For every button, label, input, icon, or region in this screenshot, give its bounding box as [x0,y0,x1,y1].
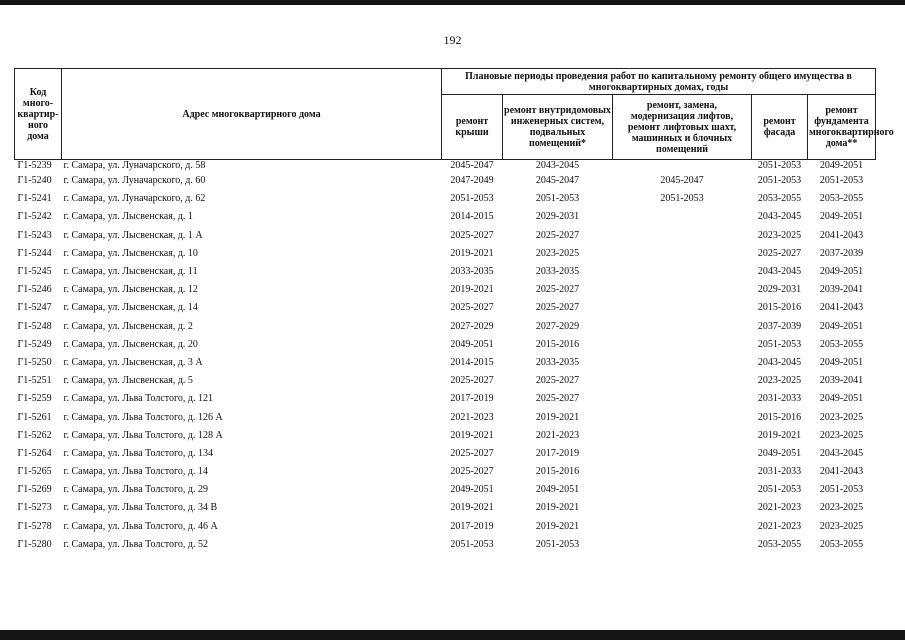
cell-code: Г1-5246 [17,284,52,296]
table-row [15,160,876,173]
cell-roof: 2025-2027 [450,375,494,387]
cell-systems: 2025-2027 [535,302,580,314]
cell-foundation: 2049-2051 [819,266,864,278]
cell-foundation: 2053-2055 [819,193,864,205]
cell-facade: 2019-2021 [757,429,802,441]
cell-foundation: 2049-2051 [819,393,864,405]
header-address: Адрес многоквартирного дома [62,69,442,160]
cell-roof: 2021-2023 [450,411,494,423]
cell-address: г. Самара, ул. Лысвенская, д. 5 [63,375,193,387]
cell-code: Г1-5243 [17,229,52,241]
cell-foundation: 2049-2051 [819,320,864,332]
cell-foundation: 2043-2045 [819,447,864,459]
cell-elevators [613,463,752,481]
cell-code: Г1-5278 [17,520,52,532]
cell-roof: 2017-2019 [450,520,494,532]
cell-address: г. Самара, ул. Льва Толстого, д. 14 [63,466,208,478]
cell-facade: 2021-2023 [757,502,802,514]
cell-elevators [613,354,752,372]
cell-facade: 2049-2051 [757,447,802,459]
cell-foundation: 2049-2051 [819,356,864,368]
header-foundation: ремонт фундамента многоквартирного дома** [808,95,876,160]
cell-systems: 2025-2027 [535,393,580,405]
table-row [15,518,876,536]
cell-systems: 2043-2045 [535,160,580,171]
table-row [15,318,876,336]
cell-elevators [613,245,752,263]
cell-facade: 2015-2016 [757,302,802,314]
cell-roof: 2019-2021 [450,429,494,441]
cell-code: Г1-5269 [17,484,52,496]
cell-foundation: 2053-2055 [819,338,864,350]
cell-code: Г1-5264 [17,447,52,459]
top-rule [0,0,905,5]
header-group: Плановые периоды проведения работ по капитальному ремонту общего имущества в многоквартирных домах, годы [442,69,876,95]
header-roof: ремонт крыши [442,95,503,160]
cell-foundation: 2037-2039 [819,247,864,259]
cell-systems: 2033-2035 [535,266,580,278]
cell-address: г. Самара, ул. Льва Толстого, д. 126 А [63,411,223,423]
cell-code: Г1-5240 [17,175,52,187]
cell-foundation: 2023-2025 [819,520,864,532]
header-facade: ремонт фасада [752,95,808,160]
cell-roof: 2014-2015 [450,356,494,368]
table-row [15,354,876,372]
cell-address: г. Самара, ул. Льва Толстого, д. 29 [63,484,208,496]
cell-code: Г1-5245 [17,266,52,278]
cell-elevators [613,318,752,336]
table-row [15,408,876,426]
cell-address: г. Самара, ул. Льва Толстого, д. 34 В [63,502,218,514]
cell-elevators [613,263,752,281]
cell-address: г. Самара, ул. Луначарского, д. 58 [63,160,206,171]
cell-elevators [613,208,752,226]
cell-address: г. Самара, ул. Льва Толстого, д. 46 А [63,520,218,532]
table-row [15,336,876,354]
cell-roof: 2047-2049 [450,175,494,187]
cell-roof: 2019-2021 [450,247,494,259]
table-body [15,160,876,554]
cell-foundation: 2039-2041 [819,284,864,296]
header-elevators: ремонт, замена, модернизация лифтов, ремонт лифтовых шахт, машинных и блочных помещений [613,95,752,160]
cell-facade: 2051-2053 [757,484,802,496]
cell-address: г. Самара, ул. Лысвенская, д. 14 [63,302,198,314]
cell-address: г. Самара, ул. Лысвенская, д. 10 [63,247,198,259]
table-row [15,281,876,299]
cell-code: Г1-5262 [17,429,52,441]
cell-elevators [613,372,752,390]
cell-facade: 2023-2025 [757,229,802,241]
cell-elevators [613,299,752,317]
cell-address: г. Самара, ул. Лысвенская, д. 1 [63,211,193,223]
cell-code: Г1-5248 [17,320,52,332]
cell-code: Г1-5280 [17,538,52,550]
cell-facade: 2023-2025 [757,375,802,387]
cell-elevators [613,499,752,517]
cell-address: г. Самара, ул. Льва Толстого, д. 134 [63,447,213,459]
cell-code: Г1-5250 [17,356,52,368]
cell-systems: 2015-2016 [535,466,580,478]
cell-roof: 2025-2027 [450,302,494,314]
cell-roof: 2025-2027 [450,447,494,459]
cell-foundation: 2023-2025 [819,502,864,514]
cell-roof: 2025-2027 [450,466,494,478]
cell-code: Г1-5249 [17,338,52,350]
cell-foundation: 2049-2051 [819,160,864,171]
cell-elevators: 2051-2053 [660,193,704,205]
cell-code: Г1-5242 [17,211,52,223]
cell-systems: 2025-2027 [535,284,580,296]
cell-elevators [613,445,752,463]
cell-roof: 2027-2029 [450,320,494,332]
cell-address: г. Самара, ул. Лысвенская, д. 2 [63,320,193,332]
cell-systems: 2045-2047 [535,175,580,187]
cell-address: г. Самара, ул. Луначарского, д. 60 [63,175,206,187]
cell-elevators [613,390,752,408]
cell-facade: 2053-2055 [757,193,802,205]
cell-foundation: 2041-2043 [819,466,864,478]
cell-code: Г1-5259 [17,393,52,405]
cell-elevators [613,336,752,354]
cell-systems: 2049-2051 [535,484,580,496]
cell-code: Г1-5265 [17,466,52,478]
cell-systems: 2021-2023 [535,429,580,441]
table-row [15,263,876,281]
cell-systems: 2029-2031 [535,211,580,223]
cell-roof: 2019-2021 [450,502,494,514]
cell-facade: 2037-2039 [757,320,802,332]
cell-address: г. Самара, ул. Льва Толстого, д. 128 А [63,429,223,441]
cell-roof: 2014-2015 [450,211,494,223]
cell-code: Г1-5244 [17,247,52,259]
header-systems: ремонт внутридомовых инженерных систем, подвальных помещений* [503,95,613,160]
repair-schedule-table [14,68,894,554]
cell-foundation: 2051-2053 [819,484,864,496]
cell-foundation: 2053-2055 [819,538,864,550]
header-code: Код много-квартир-ного дома [15,69,62,160]
cell-foundation: 2051-2053 [819,175,864,187]
cell-facade: 2025-2027 [757,247,802,259]
cell-elevators [613,281,752,299]
cell-facade: 2015-2016 [757,411,802,423]
cell-systems: 2023-2025 [535,247,580,259]
cell-systems: 2051-2053 [535,193,580,205]
cell-facade: 2051-2053 [757,175,802,187]
cell-roof: 2049-2051 [450,484,494,496]
cell-address: г. Самара, ул. Лысвенская, д. 3 А [63,356,203,368]
cell-address: г. Самара, ул. Лысвенская, д. 20 [63,338,198,350]
cell-roof: 2033-2035 [450,266,494,278]
table-row [15,445,876,463]
cell-systems: 2033-2035 [535,356,580,368]
cell-code: Г1-5239 [17,160,52,171]
cell-roof: 2045-2047 [450,160,494,171]
cell-elevators [613,160,752,173]
cell-systems: 2017-2019 [535,447,580,459]
table-row [15,463,876,481]
cell-foundation: 2049-2051 [819,211,864,223]
table-row [15,208,876,226]
page-number: 192 [443,33,462,47]
cell-roof: 2019-2021 [450,284,494,296]
table-row [15,536,876,554]
cell-address: г. Самара, ул. Луначарского, д. 62 [63,193,206,205]
table-row [15,481,876,499]
cell-elevators [613,536,752,554]
table-row [15,227,876,245]
cell-code: Г1-5273 [17,502,52,514]
cell-facade: 2051-2053 [757,338,802,350]
cell-facade: 2031-2033 [757,393,802,405]
cell-code: Г1-5261 [17,411,52,423]
cell-systems: 2015-2016 [535,338,580,350]
cell-systems: 2025-2027 [535,229,580,241]
cell-foundation: 2041-2043 [819,229,864,241]
cell-foundation: 2023-2025 [819,411,864,423]
cell-systems: 2019-2021 [535,411,580,423]
table-row [15,499,876,517]
cell-roof: 2017-2019 [450,393,494,405]
table-row [15,190,876,208]
cell-roof: 2051-2053 [450,538,494,550]
cell-facade: 2021-2023 [757,520,802,532]
cell-foundation: 2023-2025 [819,429,864,441]
cell-address: г. Самара, ул. Лысвенская, д. 11 [63,266,198,278]
table-row [15,427,876,445]
cell-facade: 2029-2031 [757,284,802,296]
cell-roof: 2025-2027 [450,229,494,241]
cell-systems: 2019-2021 [535,502,580,514]
cell-elevators [613,481,752,499]
cell-address: г. Самара, ул. Льва Толстого, д. 121 [63,393,213,405]
cell-facade: 2043-2045 [757,211,802,223]
cell-systems: 2027-2029 [535,320,580,332]
cell-systems: 2019-2021 [535,520,580,532]
bottom-rule [0,630,905,640]
cell-address: г. Самара, ул. Лысвенская, д. 1 А [63,229,203,241]
table-row [15,390,876,408]
table-row [15,172,876,190]
cell-elevators [613,408,752,426]
cell-facade: 2053-2055 [757,538,802,550]
cell-facade: 2051-2053 [757,160,802,171]
cell-elevators: 2045-2047 [660,175,704,187]
cell-address: г. Самара, ул. Лысвенская, д. 12 [63,284,198,296]
cell-code: Г1-5247 [17,302,52,314]
cell-roof: 2051-2053 [450,193,494,205]
table-row [15,372,876,390]
cell-facade: 2031-2033 [757,466,802,478]
cell-address: г. Самара, ул. Льва Толстого, д. 52 [63,538,208,550]
cell-facade: 2043-2045 [757,266,802,278]
cell-systems: 2051-2053 [535,538,580,550]
cell-elevators [613,227,752,245]
cell-elevators [613,518,752,536]
cell-roof: 2049-2051 [450,338,494,350]
cell-code: Г1-5241 [17,193,52,205]
table-row [15,245,876,263]
cell-elevators [613,427,752,445]
cell-foundation: 2039-2041 [819,375,864,387]
cell-systems: 2025-2027 [535,375,580,387]
cell-facade: 2043-2045 [757,356,802,368]
table-row [15,299,876,317]
cell-code: Г1-5251 [17,375,52,387]
cell-foundation: 2041-2043 [819,302,864,314]
